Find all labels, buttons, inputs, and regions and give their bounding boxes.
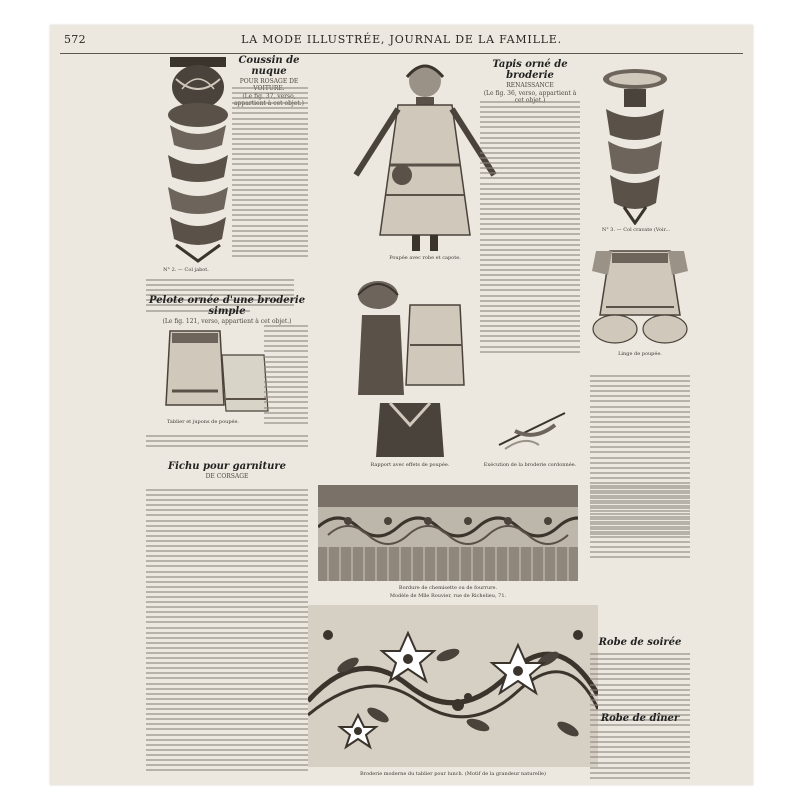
caption-broderie: Broderie moderne du tablier pour lunch. (Motif de la grandeur naturelle) xyxy=(360,771,546,777)
fichu-article xyxy=(146,461,308,480)
doll-engraving-icon xyxy=(350,55,500,255)
robe-soiree-title: Robe de soirée xyxy=(598,637,682,648)
lace-border-figure xyxy=(318,485,578,581)
journal-page xyxy=(50,25,753,785)
cravat-engraving-icon xyxy=(600,65,670,225)
robe-diner-body-text xyxy=(590,731,690,782)
col-jabot-figure xyxy=(162,55,234,265)
jabot-engraving-icon xyxy=(162,55,234,265)
tapis-ref: (Le fig. 36, verso, appartient à xyxy=(483,90,577,97)
doll-figure xyxy=(350,55,500,255)
doll-clothes-figure xyxy=(350,275,470,460)
tapis-body-text xyxy=(480,101,580,356)
pelote-body-text xyxy=(264,325,308,427)
coussin-title: Coussin de nuque xyxy=(238,55,300,77)
pelote-continuation-text xyxy=(146,435,308,450)
caption-bordure-model: Modèle de Mlle Rouvier, rue de Richelieu, 71. xyxy=(389,593,507,599)
header-rule xyxy=(60,53,743,54)
doll-clothes-engraving-icon xyxy=(350,275,470,460)
page-header xyxy=(50,31,753,49)
doll-linen-engraving-icon xyxy=(590,245,690,345)
robe-diner-title: Robe de dîner xyxy=(600,713,680,724)
fichu-title: Fichu pour garniture xyxy=(167,461,287,472)
caption-rapport: Rapport avec effets de poupée. xyxy=(370,462,450,468)
coussin-body-text xyxy=(232,87,308,260)
pelote-title: Pelote ornée d'une broderie simple xyxy=(148,295,306,317)
pelote-ref: (Le fig. 121, verso, appartient à cet objet.) xyxy=(162,318,292,325)
apron-figure xyxy=(160,325,270,417)
caption-bordure: Bordure de chemisette ou de fourrure. xyxy=(398,585,498,591)
tapis-article xyxy=(480,59,580,104)
page-number: 572 xyxy=(64,33,86,46)
running-title: LA MODE ILLUSTRÉE, JOURNAL DE LA FAMILLE. xyxy=(241,33,562,46)
right-column-text-2 xyxy=(590,485,690,561)
tapis-subtitle: RENAISSANCE xyxy=(506,82,554,89)
caption-execution: Exécution de la broderie cordonnée. xyxy=(483,462,577,468)
coussin-subtitle: POUR ROSAGE DE xyxy=(239,78,299,85)
caption-linge: Linge de poupée. xyxy=(618,351,662,357)
caption-tablier: Tablier et jupons de poupée. xyxy=(166,419,240,425)
robe-diner-article xyxy=(590,713,690,724)
needle-engraving-icon xyxy=(495,405,575,455)
lace-border-engraving-icon xyxy=(318,485,578,581)
fichu-subtitle: DE CORSAGE xyxy=(205,473,249,480)
robe-soiree-article xyxy=(590,637,690,648)
embroidery-figure xyxy=(308,605,598,767)
col-cravate-figure xyxy=(600,65,670,225)
linen-figure xyxy=(590,245,690,345)
caption-col-jabot: N° 2. — Col jabot. xyxy=(163,267,209,273)
tapis-title: Tapis orné de broderie xyxy=(492,59,568,81)
caption-col-cravate: N° 3. — Col cravate (Voir... xyxy=(601,227,671,233)
needle-figure xyxy=(495,405,575,455)
floral-embroidery-engraving-icon xyxy=(308,605,598,767)
pelote-article xyxy=(146,295,308,325)
caption-poupee: Poupée avec robe et capote. xyxy=(389,255,461,261)
apron-engraving-icon xyxy=(160,325,270,417)
fichu-body-text xyxy=(146,489,308,774)
